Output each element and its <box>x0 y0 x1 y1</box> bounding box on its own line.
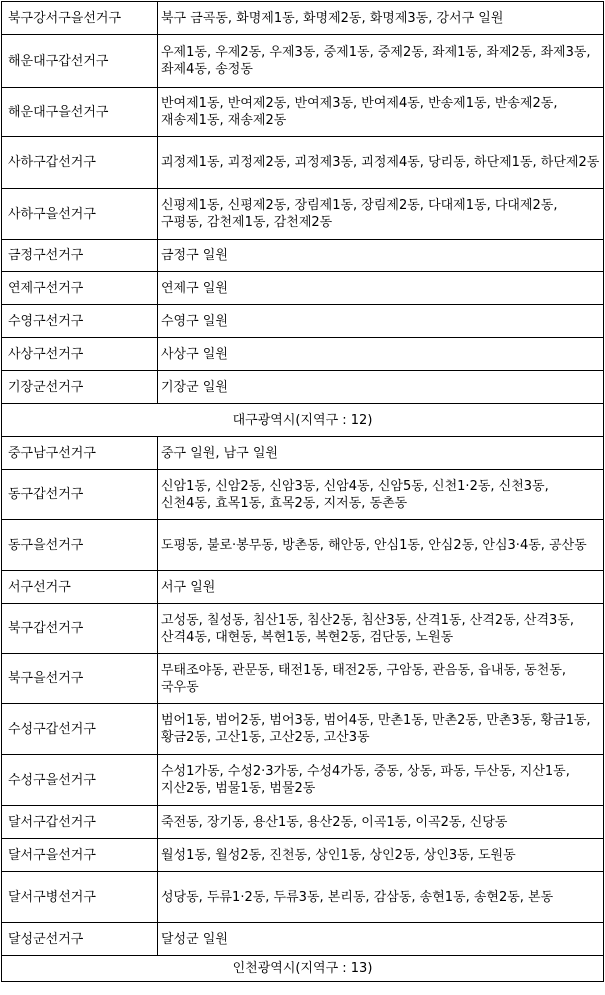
district-areas: 달성군 일원 <box>158 923 604 956</box>
table-row <box>2 437 604 470</box>
district-areas: 괴정제1동, 괴정제2동, 괴정제3동, 괴정제4동, 당리동, 하단제1동, 하단제2동 <box>158 137 604 189</box>
section-row <box>2 956 604 982</box>
district-name: 북구갑선거구 <box>2 604 158 654</box>
table-row <box>2 923 604 956</box>
table-row <box>2 654 604 704</box>
district-name: 사하구을선거구 <box>2 189 158 240</box>
district-areas: 월성1동, 월성2동, 진천동, 상인1동, 상인2동, 상인3동, 도원동 <box>158 839 604 872</box>
district-name: 달서구갑선거구 <box>2 806 158 839</box>
table-row <box>2 470 604 520</box>
district-areas: 고성동, 칠성동, 침산1동, 침산2동, 침산3동, 산격1동, 산격2동, 산격3동, 산격4동, 대현동, 복현1동, 복현2동, 검단동, 노원동 <box>158 604 604 654</box>
district-name: 북구을선거구 <box>2 654 158 704</box>
district-name: 금정구선거구 <box>2 240 158 272</box>
section-row <box>2 404 604 437</box>
district-name: 해운대구갑선거구 <box>2 35 158 88</box>
district-name: 해운대구을선거구 <box>2 88 158 137</box>
district-areas: 수영구 일원 <box>158 305 604 338</box>
table-row <box>2 704 604 755</box>
district-areas: 범어1동, 범어2동, 범어3동, 범어4동, 만촌1동, 만촌2동, 만촌3동, 황금1동, 황금2동, 고산1동, 고산2동, 고산3동 <box>158 704 604 755</box>
section-header: 인천광역시(지역구 : 13) <box>2 956 604 982</box>
district-name: 서구선거구 <box>2 571 158 604</box>
district-name: 달서구병선거구 <box>2 872 158 923</box>
table-row <box>2 571 604 604</box>
table-row <box>2 189 604 240</box>
district-areas: 신암1동, 신암2동, 신암3동, 신암4동, 신암5동, 신천1·2동, 신천3동, 신천4동, 효목1동, 효목2동, 지저동, 동촌동 <box>158 470 604 520</box>
district-name: 동구갑선거구 <box>2 470 158 520</box>
district-name: 사상구선거구 <box>2 338 158 371</box>
district-name: 수영구선거구 <box>2 305 158 338</box>
district-areas: 중구 일원, 남구 일원 <box>158 437 604 470</box>
district-areas: 반여제1동, 반여제2동, 반여제3동, 반여제4동, 반송제1동, 반송제2동, 재송제1동, 재송제2동 <box>158 88 604 137</box>
district-areas: 연제구 일원 <box>158 272 604 305</box>
district-areas: 수성1가동, 수성2·3가동, 수성4가동, 중동, 상동, 파동, 두산동, 지산1동, 지산2동, 범물1동, 범물2동 <box>158 755 604 806</box>
section-header: 대구광역시(지역구 : 12) <box>2 404 604 437</box>
district-areas: 도평동, 불로·봉무동, 방촌동, 해안동, 안심1동, 안심2동, 안심3·4동, 공산동 <box>158 520 604 571</box>
district-areas: 성당동, 두류1·2동, 두류3동, 본리동, 감삼동, 송현1동, 송현2동, 본동 <box>158 872 604 923</box>
table-row <box>2 35 604 88</box>
district-areas: 금정구 일원 <box>158 240 604 272</box>
district-areas: 신평제1동, 신평제2동, 장림제1동, 장림제2동, 다대제1동, 다대제2동, 구평동, 감천제1동, 감천제2동 <box>158 189 604 240</box>
table-row <box>2 240 604 272</box>
district-name: 중구남구선거구 <box>2 437 158 470</box>
table-row <box>2 272 604 305</box>
district-name: 사하구갑선거구 <box>2 137 158 189</box>
table-row <box>2 137 604 189</box>
district-name: 수성구을선거구 <box>2 755 158 806</box>
table-row <box>2 872 604 923</box>
district-name: 달서구을선거구 <box>2 839 158 872</box>
table-row <box>2 88 604 137</box>
district-areas: 기장군 일원 <box>158 371 604 404</box>
table-row <box>2 806 604 839</box>
district-table-body <box>2 2 604 982</box>
district-table <box>1 1 604 982</box>
district-name: 북구강서구을선거구 <box>2 2 158 35</box>
district-areas: 사상구 일원 <box>158 338 604 371</box>
table-row <box>2 839 604 872</box>
district-name: 수성구갑선거구 <box>2 704 158 755</box>
district-name: 기장군선거구 <box>2 371 158 404</box>
district-name: 동구을선거구 <box>2 520 158 571</box>
table-row <box>2 371 604 404</box>
table-row <box>2 305 604 338</box>
table-row <box>2 520 604 571</box>
table-row <box>2 338 604 371</box>
table-row <box>2 2 604 35</box>
table-row <box>2 755 604 806</box>
district-areas: 서구 일원 <box>158 571 604 604</box>
district-areas: 죽전동, 장기동, 용산1동, 용산2동, 이곡1동, 이곡2동, 신당동 <box>158 806 604 839</box>
district-areas: 북구 금곡동, 화명제1동, 화명제2동, 화명제3동, 강서구 일원 <box>158 2 604 35</box>
table-row <box>2 604 604 654</box>
district-areas: 우제1동, 우제2동, 우제3동, 중제1동, 중제2동, 좌제1동, 좌제2동, 좌제3동, 좌제4동, 송정동 <box>158 35 604 88</box>
district-name: 달성군선거구 <box>2 923 158 956</box>
district-areas: 무태조야동, 관문동, 태전1동, 태전2동, 구암동, 관음동, 읍내동, 동천동, 국우동 <box>158 654 604 704</box>
district-name: 연제구선거구 <box>2 272 158 305</box>
